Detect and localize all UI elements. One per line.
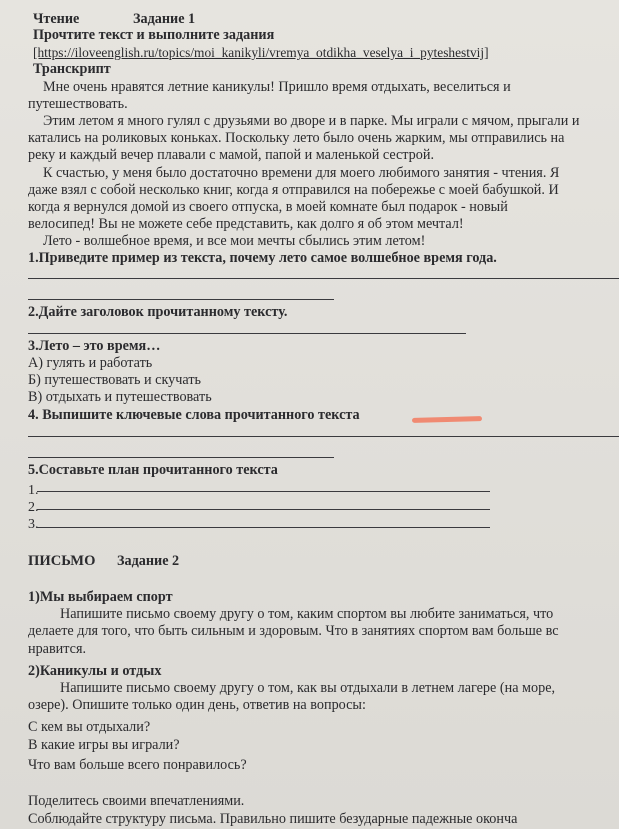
text-line: даже взял с собой несколько книг, когда я отправился на побережье с моей бабушкой. И: [28, 182, 559, 198]
text-line: К счастью, у меня было достаточно времени для моего любимого занятия - чтения. Я: [43, 165, 560, 181]
topic-1-line: Напишите письмо своему другу о том, каким спортом вы любите заниматься, что: [60, 606, 554, 622]
text-line: катались на роликовых коньках. Поскольку лето было очень жарким, мы отправились на: [28, 130, 565, 146]
plan-item-number: 3.: [28, 517, 39, 532]
topic-2-line: озере). Опишите только один день, ответив на вопросы:: [28, 697, 366, 713]
instruction-heading: Прочтите текст и выполните задания: [33, 27, 275, 43]
writing-task-label: Задание 2: [117, 553, 180, 569]
section-label: Чтение: [33, 11, 80, 27]
text-line: велосипед! Вы не можете себе представить, как долго я об этом мечтал!: [28, 216, 464, 232]
text-line: реку и каждый вечер плавали с мамой, папой и маленькой сестрой.: [28, 147, 434, 163]
topic-2-question: Что вам больше всего понравилось?: [28, 757, 247, 773]
text-line: когда я вернулся домой из своего отпуска, в моей комнате был подарок - новый: [28, 199, 508, 215]
plan-item-number: 2.: [28, 500, 39, 515]
share-instruction: Поделитесь своими впечатлениями.: [28, 793, 245, 809]
topic-2-question: В какие игры вы играли?: [28, 737, 180, 753]
topic-1-line: делаете для того, что быть сильным и здоровым. Что в занятиях спортом вам больше вс: [28, 623, 559, 639]
transcript-label: Транскрипт: [33, 61, 111, 77]
text-line: Мне очень нравятся летние каникулы! Пришло время отдыхать, веселиться и: [43, 79, 511, 95]
answer-line[interactable]: [28, 436, 619, 437]
text-line: Лето - волшебное время, и все мои мечты сбылись этим летом!: [43, 233, 426, 249]
writing-section-label: ПИСЬМО: [28, 553, 96, 569]
question-2: 2.Дайте заголовок прочитанному тексту.: [28, 304, 288, 320]
plan-item-number: 1.: [28, 483, 39, 498]
topic-1-line: нравится.: [28, 641, 87, 657]
plan-line[interactable]: [37, 527, 490, 528]
topic-2-line: Напишите письмо своему другу о том, как вы отдыхали в летнем лагере (на море,: [60, 680, 556, 696]
question-1: 1.Приведите пример из текста, почему лето самое волшебное время года.: [28, 250, 497, 266]
text-line: путешествовать.: [28, 96, 128, 112]
task-label: Задание 1: [133, 11, 196, 27]
answer-line[interactable]: [28, 278, 619, 279]
answer-line[interactable]: [28, 457, 334, 458]
topic-2-question: С кем вы отдыхали?: [28, 719, 151, 735]
text-line: Этим летом я много гулял с друзьями во дворе и в парке. Мы играли с мячом, прыгали и: [43, 113, 580, 129]
option-a[interactable]: А) гулять и работать: [28, 355, 153, 371]
answer-line[interactable]: [28, 333, 466, 334]
question-4: 4. Выпишите ключевые слова прочитанного текста: [28, 407, 360, 423]
highlighter-mark: [412, 416, 482, 423]
plan-line[interactable]: [37, 509, 490, 510]
source-link[interactable]: [https://iloveenglish.ru/topics/moi_kanikyli/vremya_otdikha_veselya_i_pyteshestvij]: [33, 45, 489, 60]
answer-line[interactable]: [28, 299, 334, 300]
plan-line[interactable]: [37, 491, 490, 492]
topic-2-title: 2)Каникулы и отдых: [28, 663, 162, 679]
question-3: 3.Лето – это время…: [28, 338, 161, 354]
option-c[interactable]: В) отдыхать и путешествовать: [28, 389, 212, 405]
question-5: 5.Составьте план прочитанного текста: [28, 462, 278, 478]
structure-instruction: Соблюдайте структуру письма. Правильно пишите безударные падежные оконча: [28, 811, 518, 827]
option-b[interactable]: Б) путешествовать и скучать: [28, 372, 201, 388]
topic-1-title: 1)Мы выбираем спорт: [28, 589, 173, 605]
